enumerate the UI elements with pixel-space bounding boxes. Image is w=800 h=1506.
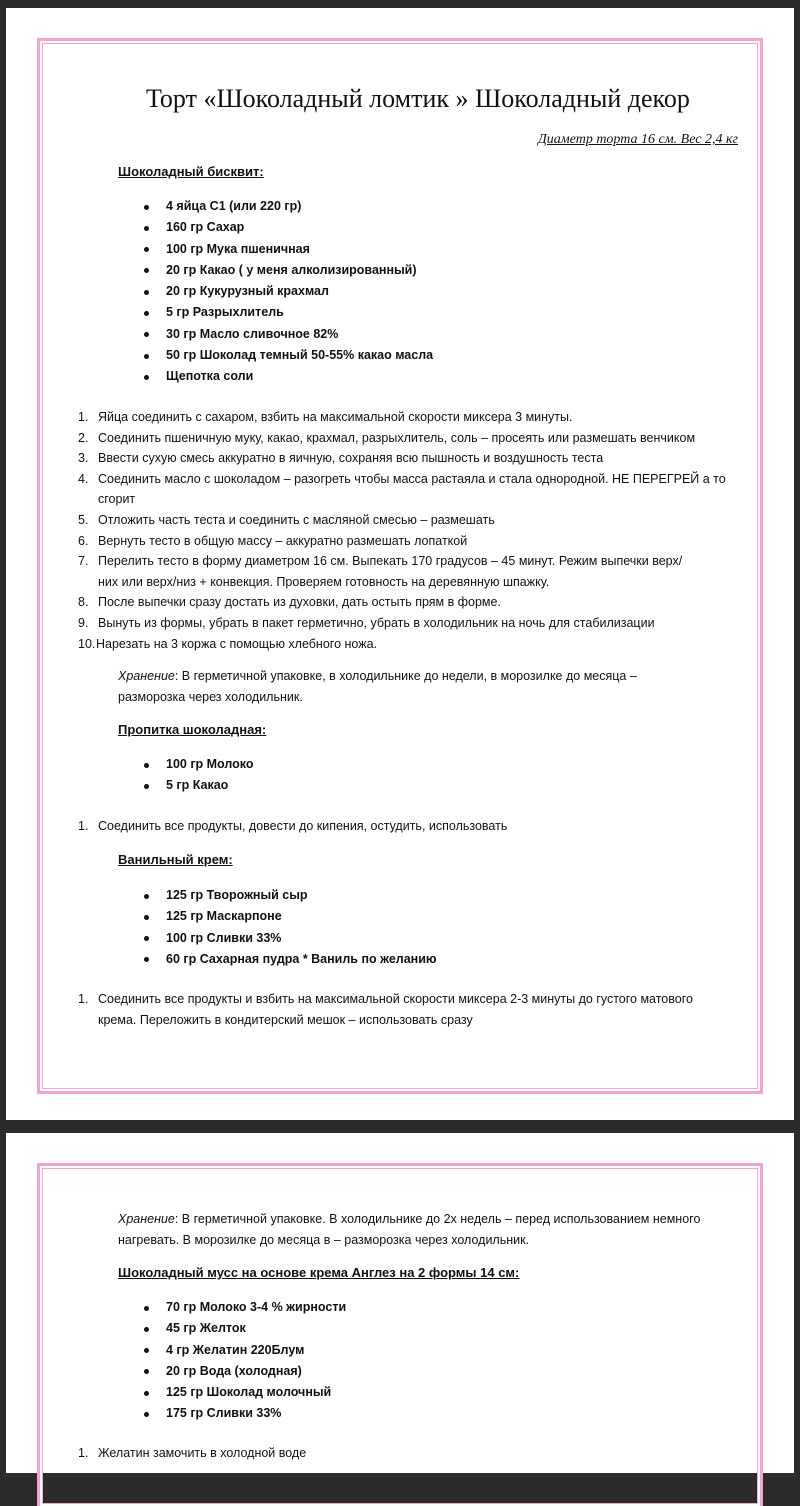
list-item: 7. Перелить тесто в форму диаметром 16 см. Выпекать 170 градусов – 45 минут. Режим выпечки верх/них или верх/низ + конвекция. Проверяем готовность на деревянную шпажку. [78, 554, 683, 589]
list-item: 60 гр Сахарная пудра * Ваниль по желанию [144, 949, 437, 970]
list-item: 3. Ввести сухую смесь аккуратно в яичную, сохраняя всю пышность и воздушность теста [78, 451, 604, 466]
list-item: 5 гр Какао [144, 775, 254, 796]
list-item: 125 гр Маскарпоне [144, 906, 437, 927]
list-item: 100 гр Сливки 33% [144, 928, 437, 949]
mousse-heading: Шоколадный мусс на основе крема Англез на 2 формы 14 см: [118, 1265, 520, 1280]
biscuit-heading: Шоколадный бисквит: [118, 164, 264, 179]
list-item: 160 гр Сахар [144, 217, 433, 238]
list-item: 1. Соединить все продукты и взбить на максимальной скорости миксера 2-3 минуты до густого матового крема. Переложить в кондитерский мешок – использовать сразу [78, 992, 693, 1027]
cream-steps [78, 989, 748, 1030]
list-item: 1. Яйца соединить с сахаром, взбить на максимальной скорости миксера 3 минуты. [78, 410, 573, 424]
list-item: 4 яйца С1 (или 220 гр) [144, 196, 433, 217]
list-item: 50 гр Шоколад темный 50-55% какао масла [144, 345, 433, 366]
list-item: 5. Отложить часть теста и соединить с масляной смесью – размешать [78, 512, 495, 527]
list-item: Щепотка соли [144, 366, 433, 387]
list-item: 125 гр Творожный сыр [144, 885, 437, 906]
document-page-2 [6, 1133, 794, 1473]
list-item: 30 гр Масло сливочное 82% [144, 324, 433, 345]
list-item: 4 гр Желатин 220Блум [144, 1340, 346, 1361]
list-item: 20 гр Какао ( у меня алколизированный) [144, 260, 433, 281]
list-item: 20 гр Кукурузный крахмал [144, 281, 433, 302]
list-item: 6. Вернуть тесто в общую массу – аккуратно размешать лопаткой [78, 533, 468, 548]
list-item: 10. Нарезать на 3 коржа с помощью хлебного ножа. [78, 636, 377, 651]
biscuit-ingredients [144, 196, 433, 388]
list-item: 9. Вынуть из формы, убрать в пакет герметично, убрать в холодильник на ночь для стабилизации [78, 615, 655, 630]
mousse-ingredients [144, 1297, 346, 1425]
list-item: 1. Соединить все продукты, довести до кипения, остудить, использовать [78, 819, 508, 833]
soak-heading: Пропитка шоколадная: [118, 722, 267, 737]
list-item: 175 гр Сливки 33% [144, 1403, 346, 1424]
list-item: 70 гр Молоко 3-4 % жирности [144, 1297, 346, 1318]
list-item: 8. После выпечки сразу достать из духовки, дать остыть прям в форме. [78, 595, 501, 610]
list-item: 2. Соединить пшеничную муку, какао, крахмал, разрыхлитель, соль – просеять или размешать венчиком [78, 430, 696, 445]
soak-steps [78, 816, 748, 837]
document-page-1 [6, 8, 794, 1120]
cake-size-note: Диаметр торта 16 см. Вес 2,4 кг [537, 132, 738, 147]
list-item: 4. Соединить масло с шоколадом – разогреть чтобы масса растаяла и стала однородной. НЕ ПЕРЕГРЕЙ а то сгорит [78, 471, 726, 507]
cream-storage-note: Хранение: В герметичной упаковке. В холодильнике до 2х недель – перед использованием немного нагревать. В морозилке до месяца в – разморозка через холодильник. [118, 1212, 701, 1247]
recipe-title: Торт «Шоколадный ломтик » Шоколадный декор [146, 84, 690, 113]
cream-heading: Ванильный крем: [118, 852, 233, 867]
soak-ingredients [144, 754, 254, 797]
biscuit-storage-note: Хранение: В герметичной упаковке, в холодильнике до недели, в морозилке до месяца – разморозка через холодильник. [118, 669, 637, 704]
list-item: 20 гр Вода (холодная) [144, 1361, 346, 1382]
list-item: 125 гр Шоколад молочный [144, 1382, 346, 1403]
biscuit-steps [78, 407, 748, 654]
list-item: 100 гр Молоко [144, 754, 254, 775]
list-item: 45 гр Желток [144, 1318, 346, 1339]
cream-ingredients [144, 885, 437, 970]
list-item: 5 гр Разрыхлитель [144, 302, 433, 323]
list-item: 100 гр Мука пшеничная [144, 239, 433, 260]
list-item: 1. Желатин замочить в холодной воде [78, 1446, 307, 1460]
mousse-steps [78, 1443, 748, 1464]
